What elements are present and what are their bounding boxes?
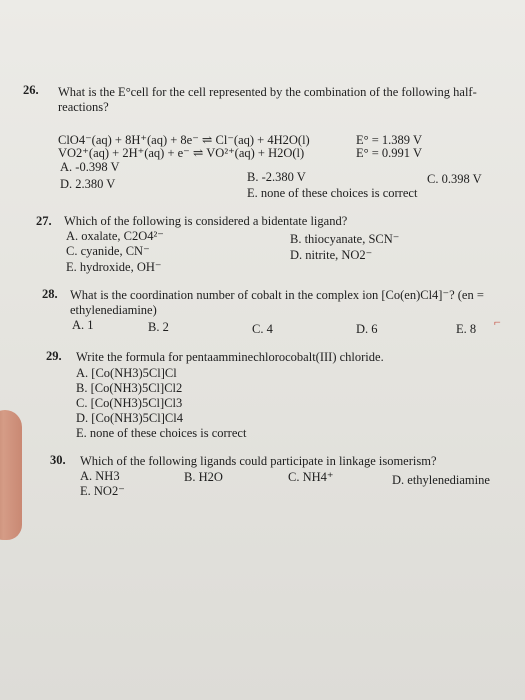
option-e[interactable]: E. none of these choices is correct	[76, 426, 247, 440]
option-b[interactable]: B. -2.380 V	[247, 170, 306, 184]
option-e[interactable]: E. hydroxide, OH⁻	[66, 260, 162, 274]
option-c[interactable]: C. cyanide, CN⁻	[66, 244, 150, 258]
option-a[interactable]: A. [Co(NH3)5Cl]Cl	[76, 366, 177, 380]
option-e[interactable]: E. 8	[456, 322, 477, 336]
question-stem: What is the E°cell for the cell represented by the combination of the following half-	[58, 85, 477, 99]
option-c[interactable]: C. 0.398 V	[427, 172, 482, 186]
option-c[interactable]: C. [Co(NH3)5Cl]Cl3	[76, 396, 183, 410]
question-number: 29.	[46, 349, 62, 363]
question-number: 26.	[23, 83, 39, 97]
half-reaction-1: ClO4⁻(aq) + 8H⁺(aq) + 8e⁻ ⇌ Cl⁻(aq) + 4H2O(l)	[58, 133, 310, 147]
option-b[interactable]: B. thiocyanate, SCN⁻	[290, 232, 400, 246]
potential-2: E° = 0.991 V	[356, 146, 422, 160]
option-a[interactable]: A. 1	[72, 318, 94, 332]
question-stem-continued: reactions?	[58, 100, 109, 114]
question-stem: Write the formula for pentaamminechlorocobalt(III) chloride.	[76, 350, 384, 364]
question-number: 30.	[50, 453, 66, 467]
option-b[interactable]: B. 2	[148, 320, 169, 334]
question-number: 28.	[42, 287, 58, 301]
option-c[interactable]: C. NH4⁺	[288, 470, 334, 484]
option-e[interactable]: E. NO2⁻	[80, 484, 125, 498]
option-a[interactable]: A. oxalate, C2O4²⁻	[66, 229, 164, 243]
option-d[interactable]: D. 6	[356, 322, 378, 336]
pen-mark: ⌐	[494, 315, 501, 329]
question-stem-continued: ethylenediamine)	[70, 303, 157, 317]
question-number: 27.	[36, 214, 52, 228]
potential-1: E° = 1.389 V	[356, 133, 422, 147]
question-stem: What is the coordination number of cobalt in the complex ion [Co(en)Cl4]⁻? (en =	[70, 288, 484, 302]
option-e[interactable]: E. none of these choices is correct	[247, 186, 418, 200]
option-d[interactable]: D. nitrite, NO2⁻	[290, 248, 373, 262]
thumb	[0, 410, 22, 540]
option-c[interactable]: C. 4	[252, 322, 273, 336]
option-d[interactable]: D. 2.380 V	[60, 177, 116, 191]
half-reaction-2: VO2⁺(aq) + 2H⁺(aq) + e⁻ ⇌ VO²⁺(aq) + H2O(l)	[58, 146, 305, 160]
option-d[interactable]: D. [Co(NH3)5Cl]Cl4	[76, 411, 183, 425]
option-d[interactable]: D. ethylenediamine	[392, 473, 490, 487]
option-b[interactable]: B. H2O	[184, 470, 223, 484]
option-a[interactable]: A. -0.398 V	[60, 160, 120, 174]
option-a[interactable]: A. NH3	[80, 469, 120, 483]
question-stem: Which of the following ligands could participate in linkage isomerism?	[80, 454, 437, 468]
option-b[interactable]: B. [Co(NH3)5Cl]Cl2	[76, 381, 183, 395]
question-stem: Which of the following is considered a bidentate ligand?	[64, 214, 348, 228]
